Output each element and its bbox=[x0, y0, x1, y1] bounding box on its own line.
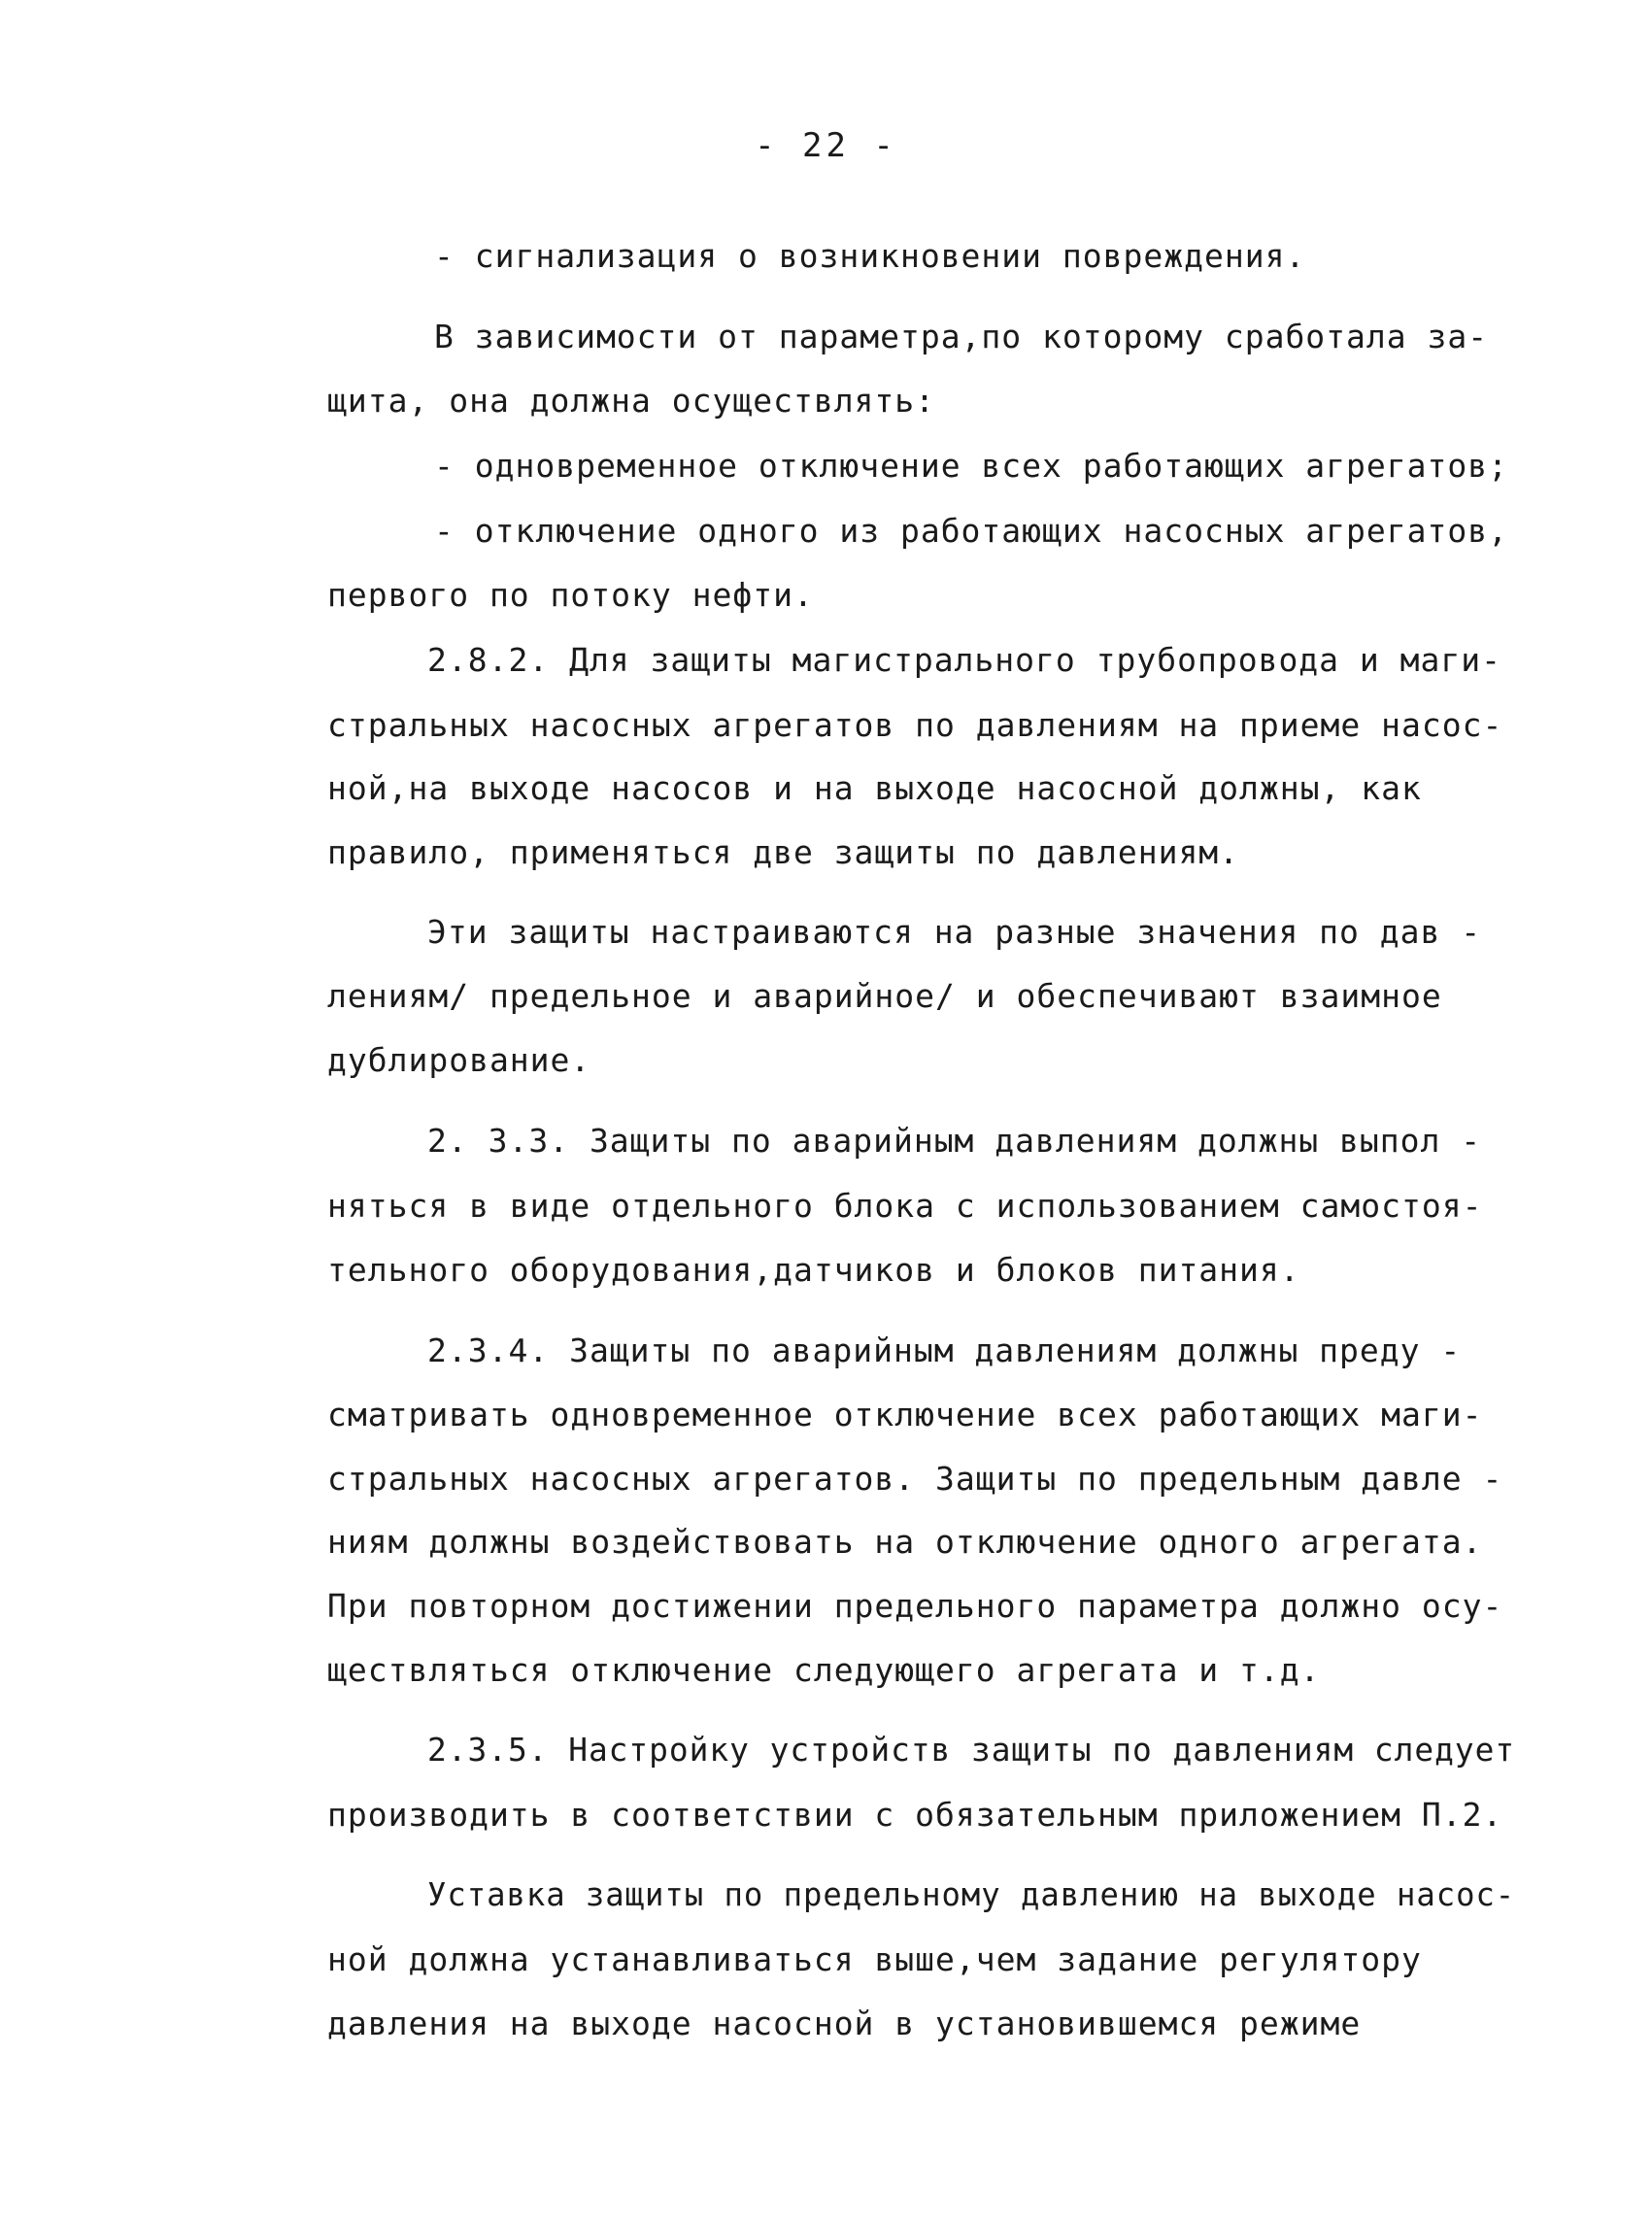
text-line: лениям/ предельное и аварийное/ и обеспечивают взаимное bbox=[327, 977, 1442, 1015]
text-line: стральных насосных агрегатов по давлениям на приеме насос- bbox=[327, 706, 1503, 744]
text-line: Эти защиты настраиваются на разные значения по дав - bbox=[427, 913, 1482, 951]
text-line: - отключение одного из работающих насосных агрегатов, bbox=[434, 512, 1508, 550]
text-line: ществляться отключение следующего агрегата и т.д. bbox=[327, 1651, 1321, 1689]
text-line: ной,на выходе насосов и на выходе насосной должны, как bbox=[327, 769, 1422, 807]
text-line: 2. 3.3. Защиты по аварийным давлениям должны выпол - bbox=[427, 1122, 1482, 1160]
text-line: ниям должны воздействовать на отключение одного агрегата. bbox=[327, 1523, 1483, 1561]
text-line: 2.3.5. Настройку устройств защиты по давлениям следует bbox=[427, 1731, 1516, 1769]
text-line: тельного оборудования,датчиков и блоков питания. bbox=[327, 1251, 1300, 1289]
text-line: - одновременное отключение всех работающих агрегатов; bbox=[434, 447, 1508, 485]
text-line: давления на выходе насосной в установившемся режиме bbox=[327, 2005, 1362, 2042]
text-line: стральных насосных агрегатов. Защиты по предельным давле - bbox=[327, 1460, 1503, 1498]
text-line: 2.3.4. Защиты по аварийным давлениям должны преду - bbox=[427, 1332, 1462, 1369]
text-line: 2.8.2. Для защиты магистрального трубопровода и маги- bbox=[427, 641, 1501, 679]
text-line: В зависимости от параметра,по которому сработала за- bbox=[434, 318, 1489, 355]
page-number: - 22 - bbox=[755, 126, 897, 165]
text-line: При повторном достижении предельного параметра должно осу- bbox=[327, 1587, 1503, 1625]
text-line: ной должна устанавливаться выше,чем задание регулятору bbox=[327, 1940, 1422, 1978]
text-line: няться в виде отдельного блока с использованием самостоя- bbox=[327, 1187, 1483, 1225]
text-line: первого по потоку нефти. bbox=[327, 576, 814, 614]
text-line: дублирование. bbox=[327, 1041, 591, 1079]
text-line: - сигнализация о возникновении повреждения. bbox=[434, 237, 1306, 275]
text-line: сматривать одновременное отключение всех работающих маги- bbox=[327, 1396, 1483, 1433]
text-line: щита, она должна осуществлять: bbox=[327, 382, 936, 420]
text-line: производить в соответствии с обязательным приложением П.2. bbox=[327, 1796, 1503, 1834]
text-line: правило, применяться две защиты по давлениям. bbox=[327, 833, 1240, 871]
text-line: Уставка защиты по предельному давлению на выходе насос- bbox=[427, 1875, 1516, 1913]
